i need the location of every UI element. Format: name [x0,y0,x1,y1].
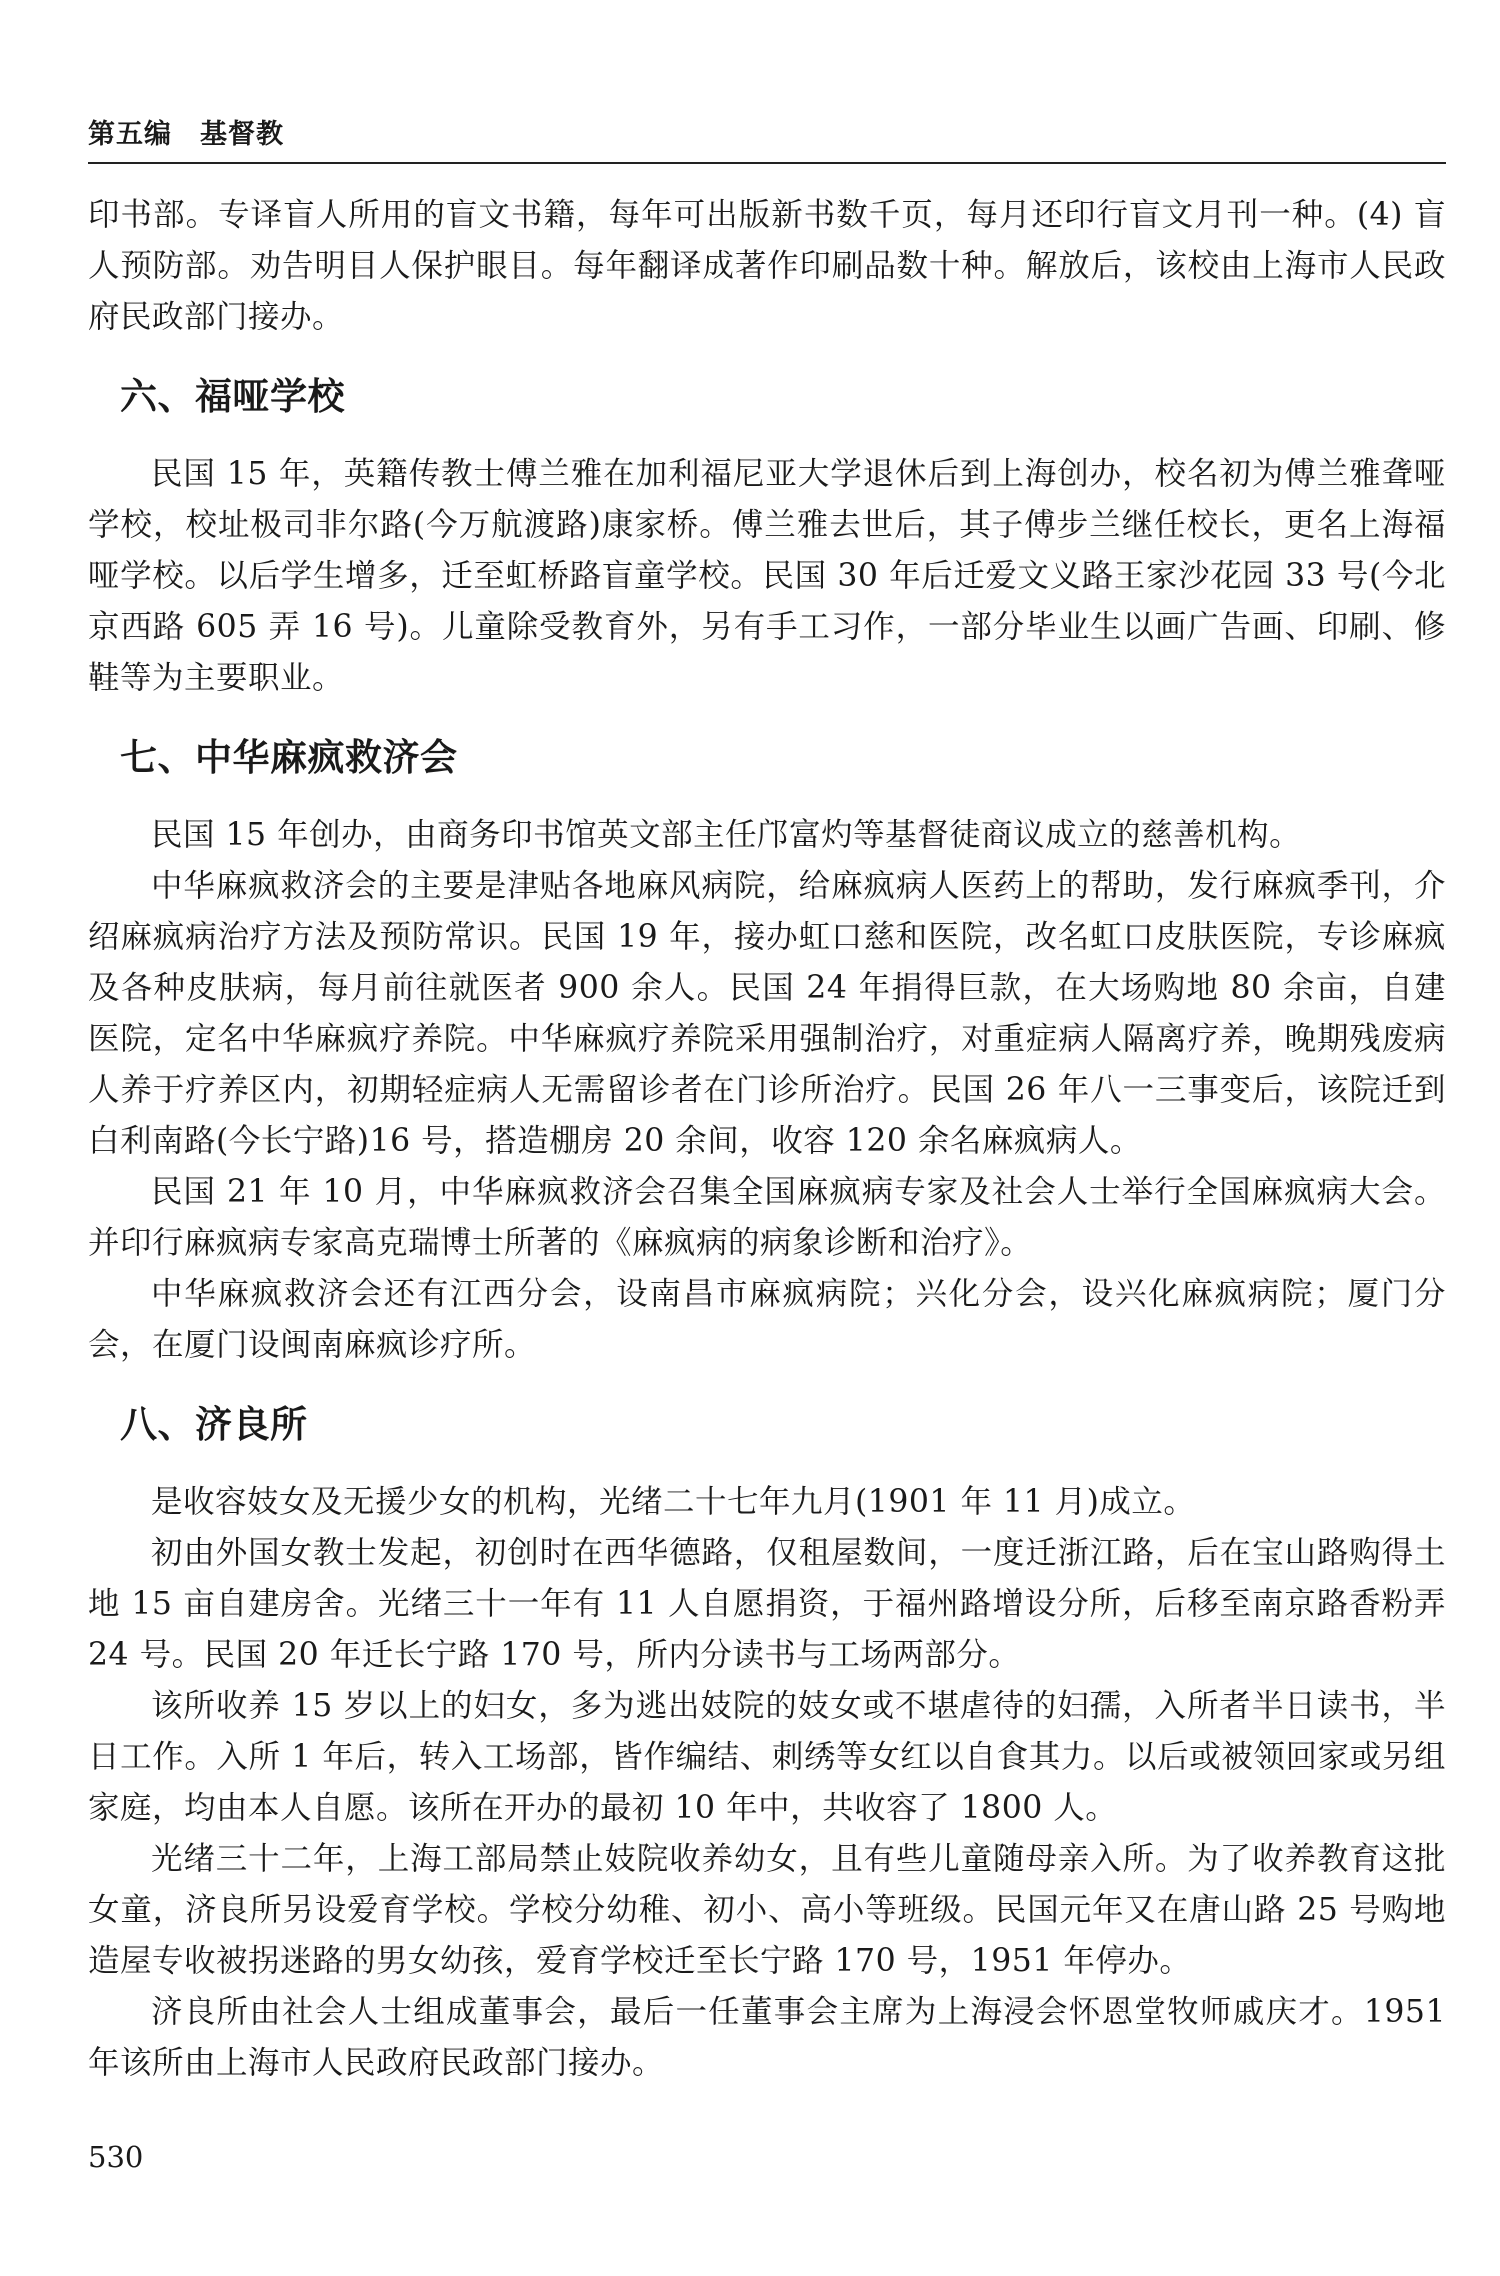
section-heading: 七、中华麻疯救济会 [120,736,458,779]
page-body [88,190,1446,2089]
section-heading: 六、福哑学校 [120,375,345,418]
continued-paragraph: 印书部。专译盲人所用的盲文书籍，每年可出版新书数千页，每月还印行盲文月刊一种。(4) 盲人预防部。劝告明目人保护眼目。每年翻译成著作印刷品数十种。解放后，该校由上海市人民政府民政部门接办。 [88,197,1446,335]
running-title: 第五编 基督教 [88,119,284,150]
paragraph: 光绪三十二年，上海工部局禁止妓院收养幼女，且有些儿童随母亲入所。为了收养教育这批女童，济良所另设爱育学校。学校分幼稚、初小、高小等班级。民国元年又在唐山路 25 号购地造屋专收被拐迷路的男女幼孩，爱育学校迁至长宁路 170 号，1951 年停办。 [88,1841,1446,1979]
page-number: 530 [88,2140,144,2174]
paragraph: 该所收养 15 岁以上的妇女，多为逃出妓院的妓女或不堪虐待的妇孺，入所者半日读书，半日工作。入所 1 年后，转入工场部，皆作编结、刺绣等女红以自食其力。以后或被领回家或另组家庭，均由本人自愿。该所在开办的最初 10 年中，共收容了 1800 人。 [88,1688,1446,1826]
paragraph: 中华麻疯救济会还有江西分会，设南昌市麻疯病院；兴化分会，设兴化麻疯病院；厦门分会，在厦门设闽南麻疯诊疗所。 [88,1276,1446,1363]
section-heading: 八、济良所 [120,1403,308,1446]
paragraph: 初由外国女教士发起，初创时在西华德路，仅租屋数间，一度迁浙江路，后在宝山路购得土地 15 亩自建房舍。光绪三十一年有 11 人自愿捐资，于福州路增设分所，后移至南京路香粉弄 24 号。民国 20 年迁长宁路 170 号，所内分读书与工场两部分。 [88,1535,1446,1673]
paragraph: 民国 15 年创办，由商务印书馆英文部主任邝富灼等基督徒商议成立的慈善机构。 [151,817,1302,853]
paragraph: 是收容妓女及无援少女的机构，光绪二十七年九月(1901 年 11 月)成立。 [151,1484,1196,1520]
paragraph: 民国 15 年，英籍传教士傅兰雅在加利福尼亚大学退休后到上海创办，校名初为傅兰雅聋哑学校，校址极司非尔路(今万航渡路)康家桥。傅兰雅去世后，其子傅步兰继任校长，更名上海福哑学校。以后学生增多，迁至虹桥路盲童学校。民国 30 年后迁爱文义路王家沙花园 33 号(今北京西路 605 弄 16 号)。儿童除受教育外，另有手工习作，一部分毕业生以画广告画、印刷、修鞋等为主要职业。 [88,456,1446,696]
paragraph: 济良所由社会人士组成董事会，最后一任董事会主席为上海浸会怀恩堂牧师戚庆才。1951 年该所由上海市人民政府民政部门接办。 [88,1994,1446,2081]
header-rule [88,162,1446,164]
paragraph: 民国 21 年 10 月，中华麻疯救济会召集全国麻疯病专家及社会人士举行全国麻疯病大会。并印行麻疯病专家高克瑞博士所著的《麻疯病的病象诊断和治疗》。 [88,1174,1446,1261]
paragraph: 中华麻疯救济会的主要是津贴各地麻风病院，给麻疯病人医药上的帮助，发行麻疯季刊，介绍麻疯病治疗方法及预防常识。民国 19 年，接办虹口慈和医院，改名虹口皮肤医院，专诊麻疯及各种皮肤病，每月前往就医者 900 余人。民国 24 年捐得巨款，在大场购地 80 余亩，自建医院，定名中华麻疯疗养院。中华麻疯疗养院采用强制治疗，对重症病人隔离疗养，晚期残废病人养于疗养区内，初期轻症病人无需留诊者在门诊所治疗。民国 26 年八一三事变后，该院迁到白利南路(今长宁路)16 号，搭造棚房 20 余间，收容 120 余名麻疯病人。 [88,868,1446,1159]
